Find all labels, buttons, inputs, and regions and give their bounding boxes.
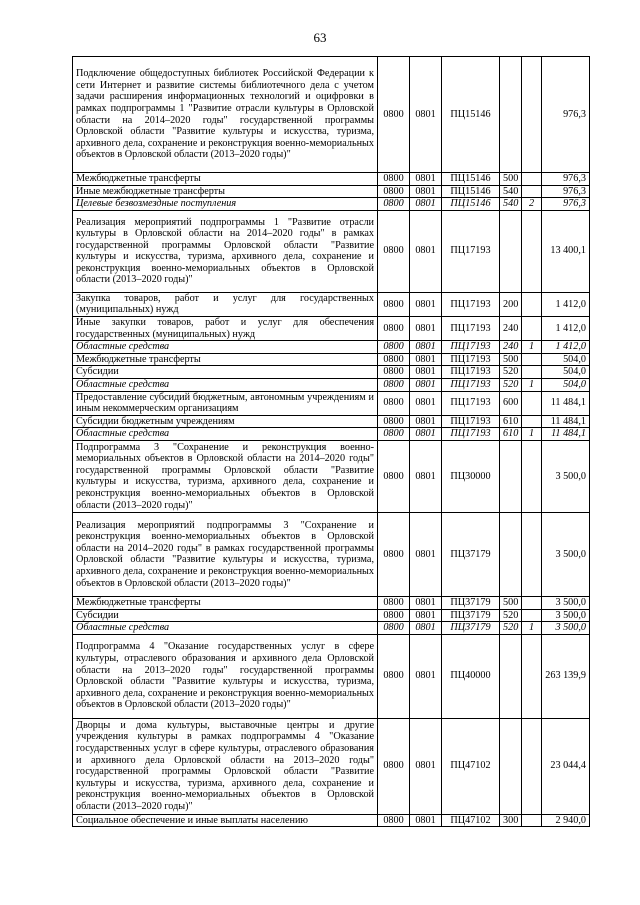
target-article-code: ПЦ17193 [442, 415, 500, 428]
subsection-code: 0801 [410, 634, 442, 718]
table-row [73, 718, 590, 814]
amount: 1 412,0 [542, 341, 590, 354]
section-code: 0800 [378, 718, 410, 814]
section-code: 0800 [378, 173, 410, 186]
expense-type-code: 610 [500, 428, 522, 441]
target-article-code: ПЦ40000 [442, 634, 500, 718]
amount: 504,0 [542, 353, 590, 366]
amount: 13 400,1 [542, 210, 590, 292]
subsection-code: 0801 [410, 57, 442, 173]
item-name: Предоставление субсидий бюджетным, автономным учреждениям и иным некоммерческим организациям [73, 391, 378, 415]
item-name: Межбюджетные трансферты [73, 173, 378, 186]
funding-source-code [522, 292, 542, 316]
target-article-code: ПЦ17193 [442, 391, 500, 415]
section-code: 0800 [378, 609, 410, 622]
funding-source-code [522, 609, 542, 622]
funding-source-code: 2 [522, 198, 542, 211]
target-article-code: ПЦ17193 [442, 341, 500, 354]
funding-source-code [522, 415, 542, 428]
subsection-code: 0801 [410, 428, 442, 441]
item-name: Целевые безвозмездные поступления [73, 198, 378, 211]
section-code: 0800 [378, 366, 410, 379]
subsection-code: 0801 [410, 173, 442, 186]
funding-source-code [522, 718, 542, 814]
expense-type-code: 520 [500, 366, 522, 379]
item-name: Дворцы и дома культуры, выставочные центры и другие учреждения культуры в рамках подпрограммы 4 "Оказание государственных услуг в сфере культуры, отраслевого образования и архивного дела Орловской области на 2013–2020 годы" государственной программы Орловской области "Развитие культуры и искусства, туризма, архивного дела, сохранение и реконструкция военно-мемориальных объектов в Орловской области (2013–2020 годы)" [73, 718, 378, 814]
subsection-code: 0801 [410, 415, 442, 428]
target-article-code: ПЦ15146 [442, 173, 500, 186]
amount: 1 412,0 [542, 316, 590, 340]
subsection-code: 0801 [410, 512, 442, 596]
target-article-code: ПЦ47102 [442, 718, 500, 814]
item-name: Межбюджетные трансферты [73, 353, 378, 366]
target-article-code: ПЦ30000 [442, 440, 500, 512]
item-name: Реализация мероприятий подпрограммы 3 "Сохранение и реконструкция военно-мемориальных объектов в Орловской области на 2014–2020 годы" в рамках государственной программы Орловской области "Развитие культуры и искусства, туризма, архивного дела, сохранение и реконструкция военно-мемориальных объектов в Орловской области (2013–2020 годы)" [73, 512, 378, 596]
expense-type-code [500, 718, 522, 814]
amount: 976,3 [542, 57, 590, 173]
subsection-code: 0801 [410, 718, 442, 814]
funding-source-code [522, 210, 542, 292]
section-code: 0800 [378, 512, 410, 596]
expense-type-code [500, 57, 522, 173]
expense-type-code: 500 [500, 173, 522, 186]
subsection-code: 0801 [410, 316, 442, 340]
section-code: 0800 [378, 415, 410, 428]
expense-type-code [500, 512, 522, 596]
amount: 504,0 [542, 366, 590, 379]
expense-type-code [500, 634, 522, 718]
table-body [73, 57, 590, 827]
amount: 3 500,0 [542, 622, 590, 635]
table-row [73, 210, 590, 292]
item-name: Субсидии [73, 366, 378, 379]
expense-type-code: 500 [500, 596, 522, 609]
funding-source-code [522, 353, 542, 366]
target-article-code: ПЦ37179 [442, 596, 500, 609]
expense-type-code: 600 [500, 391, 522, 415]
expense-type-code: 240 [500, 341, 522, 354]
table-row [73, 428, 590, 441]
section-code: 0800 [378, 316, 410, 340]
funding-source-code [522, 173, 542, 186]
amount: 976,3 [542, 173, 590, 186]
expense-type-code [500, 210, 522, 292]
expense-type-code: 520 [500, 609, 522, 622]
funding-source-code [522, 316, 542, 340]
amount: 11 484,1 [542, 415, 590, 428]
target-article-code: ПЦ15146 [442, 198, 500, 211]
expense-type-code: 300 [500, 814, 522, 827]
section-code: 0800 [378, 210, 410, 292]
table-row [73, 57, 590, 173]
table-row [73, 634, 590, 718]
subsection-code: 0801 [410, 210, 442, 292]
item-name: Подключение общедоступных библиотек Российской Федерации к сети Интернет и развитие системы библиотечного дела с учетом задачи расширения информационных технологий и оцифровки в рамках подпрограммы 1 "Развитие отрасли культуры в Орловской области на 2014–2020 годы" государственной программы Орловской области "Развитие культуры и искусства, туризма, архивного дела, сохранение и реконструкция военно-мемориальных объектов в Орловской области (2013–2020 годы)" [73, 57, 378, 173]
amount: 976,3 [542, 185, 590, 198]
subsection-code: 0801 [410, 391, 442, 415]
amount: 263 139,9 [542, 634, 590, 718]
funding-source-code [522, 512, 542, 596]
funding-source-code [522, 814, 542, 827]
target-article-code: ПЦ47102 [442, 814, 500, 827]
section-code: 0800 [378, 353, 410, 366]
item-name: Иные межбюджетные трансферты [73, 185, 378, 198]
expense-type-code: 500 [500, 353, 522, 366]
table-row [73, 391, 590, 415]
expense-type-code: 520 [500, 378, 522, 391]
section-code: 0800 [378, 292, 410, 316]
subsection-code: 0801 [410, 185, 442, 198]
section-code: 0800 [378, 57, 410, 173]
item-name: Областные средства [73, 428, 378, 441]
amount: 3 500,0 [542, 512, 590, 596]
item-name: Иные закупки товаров, работ и услуг для обеспечения государственных (муниципальных) нужд [73, 316, 378, 340]
expense-type-code: 520 [500, 622, 522, 635]
funding-source-code: 1 [522, 622, 542, 635]
amount: 1 412,0 [542, 292, 590, 316]
target-article-code: ПЦ17193 [442, 378, 500, 391]
section-code: 0800 [378, 185, 410, 198]
section-code: 0800 [378, 596, 410, 609]
table-row [73, 198, 590, 211]
table-row [73, 341, 590, 354]
subsection-code: 0801 [410, 609, 442, 622]
amount: 3 500,0 [542, 596, 590, 609]
funding-source-code: 1 [522, 341, 542, 354]
amount: 11 484,1 [542, 428, 590, 441]
table-row [73, 185, 590, 198]
funding-source-code [522, 57, 542, 173]
target-article-code: ПЦ37179 [442, 512, 500, 596]
page-number: 63 [313, 30, 327, 45]
subsection-code: 0801 [410, 440, 442, 512]
amount: 11 484,1 [542, 391, 590, 415]
target-article-code: ПЦ17193 [442, 292, 500, 316]
funding-source-code [522, 440, 542, 512]
item-name: Областные средства [73, 378, 378, 391]
expense-type-code: 540 [500, 185, 522, 198]
amount: 3 500,0 [542, 440, 590, 512]
table-row [73, 609, 590, 622]
subsection-code: 0801 [410, 814, 442, 827]
subsection-code: 0801 [410, 341, 442, 354]
section-code: 0800 [378, 198, 410, 211]
target-article-code: ПЦ17193 [442, 210, 500, 292]
section-code: 0800 [378, 440, 410, 512]
subsection-code: 0801 [410, 198, 442, 211]
amount: 3 500,0 [542, 609, 590, 622]
funding-source-code: 1 [522, 428, 542, 441]
funding-source-code [522, 596, 542, 609]
section-code: 0800 [378, 428, 410, 441]
funding-source-code: 1 [522, 378, 542, 391]
table-row [73, 596, 590, 609]
item-name: Подпрограмма 3 "Сохранение и реконструкция военно-мемориальных объектов в Орловской области на 2014–2020 годы" государственной программы Орловской области "Развитие культуры и искусства, туризма, архивного дела, сохранение и реконструкция военно-мемориальных объектов в Орловской области (2013–2020 годы)" [73, 440, 378, 512]
subsection-code: 0801 [410, 366, 442, 379]
funding-source-code [522, 634, 542, 718]
item-name: Субсидии бюджетным учреждениям [73, 415, 378, 428]
item-name: Субсидии [73, 609, 378, 622]
table-row [73, 378, 590, 391]
funding-source-code [522, 366, 542, 379]
expense-type-code: 240 [500, 316, 522, 340]
subsection-code: 0801 [410, 622, 442, 635]
target-article-code: ПЦ37179 [442, 609, 500, 622]
table-row [73, 366, 590, 379]
table-row [73, 415, 590, 428]
expense-type-code: 540 [500, 198, 522, 211]
target-article-code: ПЦ17193 [442, 316, 500, 340]
target-article-code: ПЦ15146 [442, 185, 500, 198]
table-row [73, 814, 590, 827]
section-code: 0800 [378, 622, 410, 635]
subsection-code: 0801 [410, 596, 442, 609]
funding-source-code [522, 185, 542, 198]
subsection-code: 0801 [410, 378, 442, 391]
budget-table [72, 56, 590, 827]
table-row [73, 316, 590, 340]
table-row [73, 440, 590, 512]
table-row [73, 512, 590, 596]
table-row [73, 292, 590, 316]
target-article-code: ПЦ15146 [442, 57, 500, 173]
expense-type-code: 610 [500, 415, 522, 428]
table-row [73, 353, 590, 366]
item-name: Социальное обеспечение и иные выплаты населению [73, 814, 378, 827]
amount: 2 940,0 [542, 814, 590, 827]
target-article-code: ПЦ17193 [442, 353, 500, 366]
amount: 976,3 [542, 198, 590, 211]
funding-source-code [522, 391, 542, 415]
section-code: 0800 [378, 341, 410, 354]
target-article-code: ПЦ17193 [442, 428, 500, 441]
section-code: 0800 [378, 634, 410, 718]
section-code: 0800 [378, 391, 410, 415]
expense-type-code [500, 440, 522, 512]
amount: 504,0 [542, 378, 590, 391]
section-code: 0800 [378, 814, 410, 827]
amount: 23 044,4 [542, 718, 590, 814]
item-name: Межбюджетные трансферты [73, 596, 378, 609]
expense-type-code: 200 [500, 292, 522, 316]
item-name: Областные средства [73, 341, 378, 354]
item-name: Закупка товаров, работ и услуг для государственных (муниципальных) нужд [73, 292, 378, 316]
item-name: Реализация мероприятий подпрограммы 1 "Развитие отрасли культуры в Орловской области на 2014–2020 годы" в рамках государственной программы Орловской области "Развитие культуры и искусства, туризма, архивного дела, сохранение и реконструкция военно-мемориальных объектов в Орловской области (2013–2020 годы)" [73, 210, 378, 292]
item-name: Областные средства [73, 622, 378, 635]
section-code: 0800 [378, 378, 410, 391]
table-row [73, 622, 590, 635]
item-name: Подпрограмма 4 "Оказание государственных услуг в сфере культуры, отраслевого образования и архивного дела Орловской области на 2013–2020 годы" государственной программы Орловской области "Развитие культуры и искусства, туризма, архивного дела, сохранение и реконструкция военно-мемориальных объектов в Орловской области (2013–2020 годы)" [73, 634, 378, 718]
subsection-code: 0801 [410, 353, 442, 366]
target-article-code: ПЦ17193 [442, 366, 500, 379]
subsection-code: 0801 [410, 292, 442, 316]
target-article-code: ПЦ37179 [442, 622, 500, 635]
table-row [73, 173, 590, 186]
